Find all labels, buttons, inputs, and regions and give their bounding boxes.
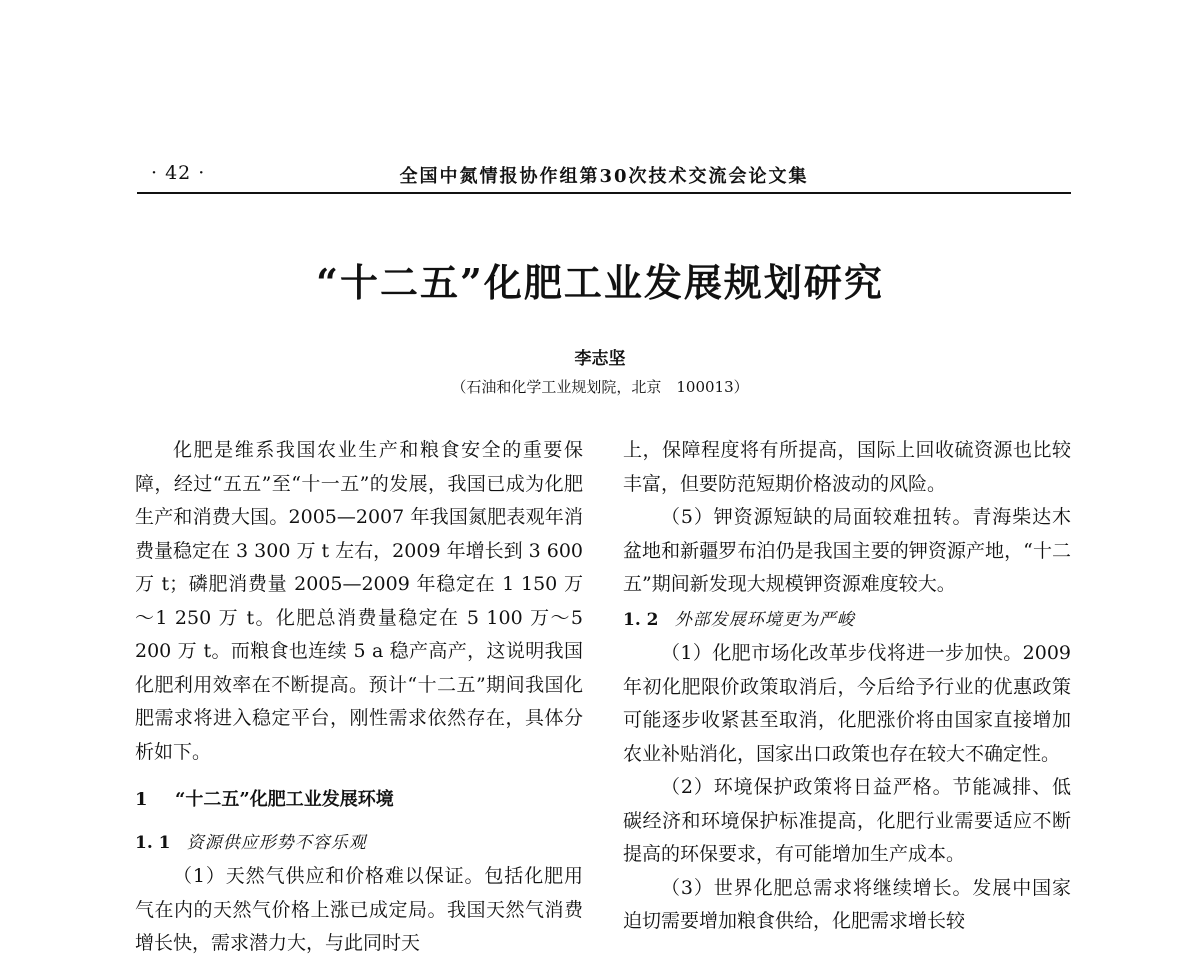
- section-1-title: “十二五”化肥工业发展环境: [175, 789, 394, 810]
- paragraph-market-reform: （1）化肥市场化改革步伐将进一步加快。2009 年初化肥限价政策取消后，今后给予行业的优惠政策可能逐步收紧甚至取消，化肥涨价将由国家直接增加农业补贴消化，国家出口政策也存在较大不确定性。: [623, 642, 1071, 765]
- page-number: · 42 ·: [151, 162, 206, 184]
- author-name: 李志坚: [574, 349, 626, 369]
- section-1-2-title: 外部发展环境更为严峻: [674, 609, 855, 630]
- section-1-1-title: 资源供应形势不容乐观: [186, 832, 367, 853]
- left-column: [135, 434, 583, 961]
- section-1-1-number: 1. 1: [135, 832, 171, 853]
- section-1-1-heading: [135, 827, 583, 861]
- page-header: [137, 160, 1071, 194]
- right-column: [623, 434, 1071, 939]
- paragraph-potash: （5）钾资源短缺的局面较难扭转。青海柴达木盆地和新疆罗布泊仍是我国主要的钾资源产地，“十二五”期间新发现大规模钾资源难度较大。: [623, 506, 1071, 595]
- section-1-heading: [135, 783, 583, 817]
- section-1-number: 1: [135, 789, 148, 810]
- paragraph-world-demand: （3）世界化肥总需求将继续增长。发展中国家迫切需要增加粮食供给，化肥需求增长较: [623, 876, 1071, 932]
- author-affiliation: （石油和化学工业规划院，北京 100013）: [451, 378, 749, 396]
- paragraph-environment: （2）环境保护政策将日益严格。节能减排、低碳经济和环境保护标准提高，化肥行业需要适应不断提高的环保要求，有可能增加生产成本。: [623, 776, 1071, 865]
- running-title: 全国中氮情报协作组第30次技术交流会论文集: [399, 166, 809, 187]
- section-1-2-heading: [623, 604, 1071, 638]
- section-1-2-number: 1. 2: [623, 609, 659, 630]
- article-title: “十二五”化肥工业发展规划研究: [316, 260, 884, 305]
- paragraph-sulfur-continued: 上，保障程度将有所提高，国际上回收硫资源也比较丰富，但要防范短期价格波动的风险。: [623, 439, 1071, 495]
- intro-paragraph: 化肥是维系我国农业生产和粮食安全的重要保障，经过“五五”至“十一五”的发展，我国已成为化肥生产和消费大国。2005—2007 年我国氮肥表观年消费量稳定在 3 300 万 t 左右，2009 年增长到 3 600 万 t；磷肥消费量 2005—2009 年稳定在 1 150 万～1 250 万 t。化肥总消费量稳定在 5 100 万～5 200 万 t。而粮食也连续 5 a 稳产高产，这说明我国化肥利用效率在不断提高。预计“十二五”期间我国化肥需求将进入稳定平台，刚性需求依然存在，具体分析如下。: [135, 439, 584, 763]
- paragraph-gas-supply: （1）天然气供应和价格难以保证。包括化肥用气在内的天然气价格上涨已成定局。我国天然气消费增长快，需求潜力大，与此同时天: [135, 865, 583, 954]
